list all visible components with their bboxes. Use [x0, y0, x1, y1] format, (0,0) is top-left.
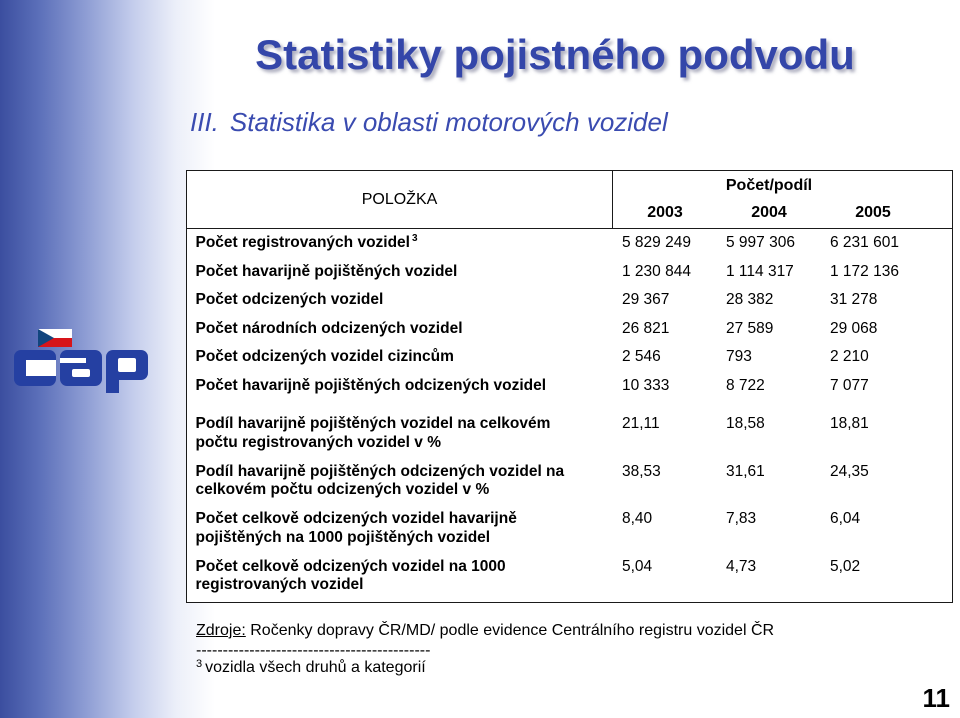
- table-row: [187, 286, 952, 315]
- sources-line: [196, 622, 774, 640]
- sources-text: Ročenky dopravy ČR/MD/ podle evidence Centrálního registru vozidel ČR: [250, 622, 775, 639]
- row-label-line: celkovém počtu odcizených vozidel v %: [195, 481, 490, 498]
- footnote-text: vozidla všech druhů a kategorií: [205, 659, 426, 676]
- value-2003: 1 230 844: [622, 262, 691, 280]
- row-label-text: Počet registrovaných vozidel: [195, 234, 410, 252]
- footnote-marker: 3: [196, 658, 203, 670]
- value-2003: 10 333: [622, 376, 670, 394]
- value-2003: 2 546: [622, 348, 661, 366]
- value-2004: 27 589: [726, 319, 774, 337]
- table-row: [187, 315, 952, 344]
- slide-subtitle: [190, 107, 668, 137]
- value-2004: 8 722: [726, 376, 765, 394]
- row-label-line: počtu registrovaných vozidel v %: [195, 433, 441, 451]
- value-2003: 8,40: [622, 510, 653, 527]
- cap-logo: [10, 325, 152, 397]
- table-body: [187, 229, 952, 599]
- statistics-table: [186, 170, 953, 603]
- slide-title: Statistiky pojistného podvodu: [255, 31, 855, 78]
- row-label: Počet odcizených vozidel cizincům: [195, 348, 454, 366]
- page-number: 11: [922, 683, 950, 713]
- footnote-separator: --------------------------------------------: [196, 642, 431, 659]
- value-2005: 31 278: [830, 291, 878, 309]
- value-2005: 5,02: [830, 557, 861, 575]
- table-row: [187, 552, 952, 600]
- table-ratio-group: [187, 400, 952, 599]
- row-label-line: Podíl havarijně pojištěných vozidel na celkovém: [195, 415, 551, 432]
- table-row: [187, 229, 952, 258]
- table-header-year-2004: 2004: [751, 204, 787, 221]
- table-header-year-2005: 2005: [855, 204, 891, 221]
- value-2003: 26 821: [622, 319, 670, 337]
- value-2003: 38,53: [622, 462, 661, 480]
- value-2005: 2 210: [830, 348, 869, 366]
- table-row: [187, 372, 952, 401]
- section-number: III.: [190, 107, 219, 137]
- value-2005: 7 077: [830, 376, 869, 394]
- value-2004: 28 382: [726, 291, 774, 309]
- value-2005: 29 068: [830, 319, 878, 337]
- subtitle-text: Statistika v oblasti motorových vozidel: [229, 107, 668, 137]
- table-row: [187, 457, 952, 505]
- row-label: [187, 510, 613, 547]
- czech-flag-caron: [38, 329, 72, 347]
- table-row: [187, 409, 952, 457]
- table-row: [187, 258, 952, 287]
- value-2005: 1 172 136: [830, 262, 899, 280]
- row-label-line: registrovaných vozidel: [195, 576, 364, 593]
- sources-label: Zdroje:: [196, 622, 246, 639]
- value-2004: 793: [726, 348, 752, 366]
- value-2005: 6,04: [830, 510, 861, 527]
- row-label: Počet odcizených vozidel: [195, 291, 384, 309]
- value-2005: 6 231 601: [830, 234, 899, 252]
- logo-lettering: [14, 350, 148, 393]
- row-label: [187, 234, 613, 252]
- row-label: Počet havarijně pojištěných odcizených vozidel: [195, 376, 547, 394]
- row-label: [187, 415, 613, 452]
- table-header-group-title: Počet/podíl: [725, 177, 813, 194]
- value-2003: 29 367: [622, 291, 670, 309]
- row-label-line: Podíl havarijně pojištěných odcizených vozidel na: [195, 462, 565, 480]
- row-label-line: Počet celkově odcizených vozidel na 1000: [195, 557, 506, 575]
- row-label: Počet havarijně pojištěných vozidel: [195, 262, 458, 280]
- footnote: [196, 659, 426, 677]
- value-2004: 31,61: [726, 462, 765, 480]
- table-row: [187, 504, 952, 552]
- table-header-year-2003: 2003: [647, 204, 683, 221]
- value-2005: 18,81: [830, 415, 869, 432]
- row-label: Počet národních odcizených vozidel: [195, 319, 463, 337]
- table-header-group: [613, 171, 952, 228]
- value-2004: 4,73: [726, 557, 757, 575]
- row-label: [187, 463, 613, 500]
- value-2004: 1 114 317: [726, 262, 794, 280]
- table-header: [187, 171, 952, 229]
- footnote-ref: 3: [412, 233, 418, 245]
- value-2004: 7,83: [726, 510, 757, 527]
- value-2003: 5,04: [622, 557, 653, 575]
- value-2003: 21,11: [622, 415, 660, 432]
- value-2004: 5 997 306: [726, 234, 795, 252]
- table-header-item: POLOŽKA: [187, 171, 613, 228]
- value-2005: 24,35: [830, 462, 869, 480]
- row-label: [187, 558, 613, 595]
- value-2004: 18,58: [726, 415, 765, 432]
- row-label-line: pojištěných na 1000 pojištěných vozidel: [195, 528, 491, 546]
- row-label-line: Počet celkově odcizených vozidel havarijně: [195, 510, 517, 527]
- table-row: [187, 343, 952, 372]
- value-2003: 5 829 249: [622, 234, 691, 252]
- table-header-years: [613, 202, 925, 224]
